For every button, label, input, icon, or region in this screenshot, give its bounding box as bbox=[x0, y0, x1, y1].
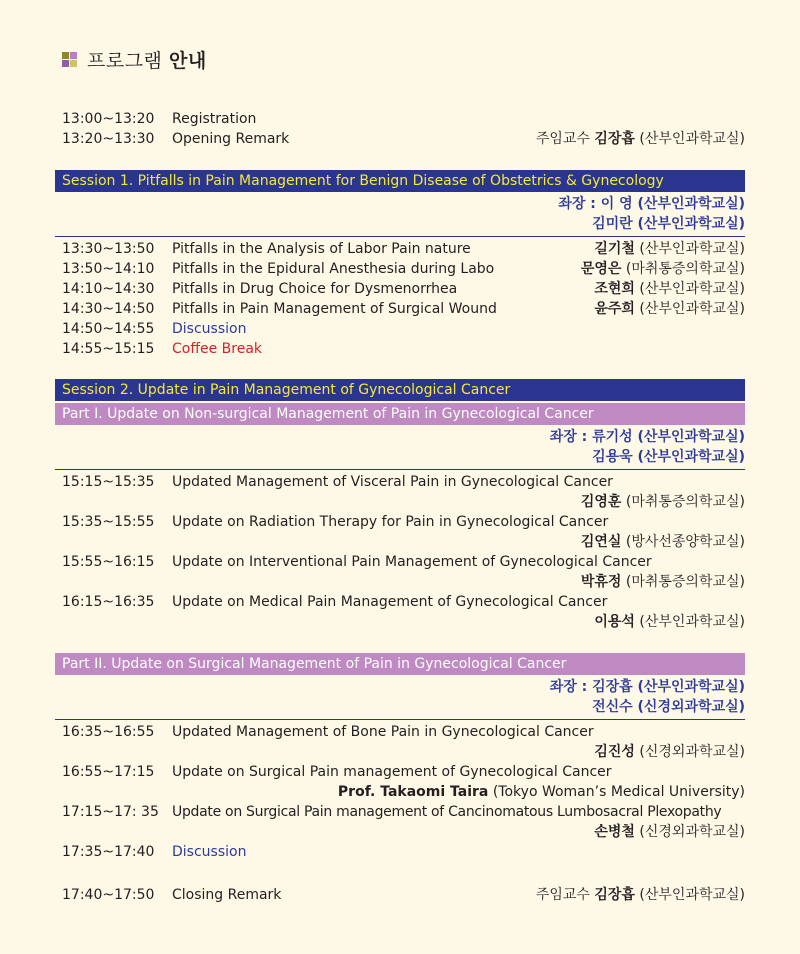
title: Closing Remark bbox=[172, 887, 282, 903]
discussion-row bbox=[55, 319, 745, 339]
discussion-label: Discussion bbox=[172, 321, 247, 337]
chair-line: 좌장 : 김장흡 (산부인과학교실) bbox=[549, 679, 745, 695]
chair-line: 좌장 : 이 영 (산부인과학교실) bbox=[558, 196, 745, 212]
time: 16:35~16:55 bbox=[62, 724, 155, 740]
session-title: Session 1. Pitfalls in Pain Management for Benign Disease of Obstetrics & Gynecology bbox=[55, 170, 745, 192]
chair-line: 김미란 (산부인과학교실) bbox=[592, 216, 745, 232]
speaker: 조현희 (산부인과학교실) bbox=[594, 281, 745, 297]
time: 13:00~13:20 bbox=[62, 111, 155, 127]
title: Pitfalls in Drug Choice for Dysmenorrhea bbox=[172, 281, 458, 297]
title: Update on Interventional Pain Management of Gynecological Cancer bbox=[172, 554, 652, 570]
divider bbox=[55, 719, 745, 720]
time: 17:15~17: 35 bbox=[62, 804, 159, 820]
title: Update on Surgical Pain management of Cancinomatous Lumbosacral Plexopathy bbox=[172, 804, 722, 820]
schedule-row bbox=[55, 279, 745, 299]
speaker: 손병철 (신경외과학교실) bbox=[594, 824, 745, 840]
schedule-row bbox=[55, 109, 745, 129]
time: 13:50~14:10 bbox=[62, 261, 155, 277]
program-header bbox=[62, 44, 207, 74]
talk-item bbox=[55, 472, 745, 512]
coffee-break-row bbox=[55, 339, 745, 359]
session-title: Session 2. Update in Pain Management of Gynecological Cancer bbox=[55, 379, 745, 401]
title: Updated Management of Bone Pain in Gynecological Cancer bbox=[172, 724, 594, 740]
speaker: 박휴정 (마취통증의학교실) bbox=[580, 574, 745, 590]
title: Update on Radiation Therapy for Pain in Gynecological Cancer bbox=[172, 514, 609, 530]
chair-line: 전신수 (신경외과학교실) bbox=[592, 699, 745, 715]
talk-item bbox=[55, 802, 745, 842]
talk-item bbox=[55, 722, 745, 762]
time: 17:35~17:40 bbox=[62, 844, 155, 860]
time: 14:30~14:50 bbox=[62, 301, 155, 317]
title: Update on Surgical Pain management of Gynecological Cancer bbox=[172, 764, 612, 780]
time: 16:55~17:15 bbox=[62, 764, 155, 780]
speaker: 문영은 (마취통증의학교실) bbox=[580, 261, 745, 277]
speaker: 주임교수 김장흡 (산부인과학교실) bbox=[535, 887, 745, 903]
title: Update on Medical Pain Management of Gynecological Cancer bbox=[172, 594, 608, 610]
speaker: 윤주희 (산부인과학교실) bbox=[594, 301, 745, 317]
title: Pitfalls in the Epidural Anesthesia during Labo bbox=[172, 261, 495, 277]
schedule-row bbox=[55, 129, 745, 149]
session-2-part-2 bbox=[55, 653, 745, 862]
speaker: 이용석 (산부인과학교실) bbox=[594, 614, 745, 630]
talk-item bbox=[55, 512, 745, 552]
talk-item bbox=[55, 762, 745, 802]
title: Pitfalls in Pain Management of Surgical Wound bbox=[172, 301, 497, 317]
session-1 bbox=[55, 170, 745, 359]
time: 13:30~13:50 bbox=[62, 241, 155, 257]
speaker: 김영훈 (마취통증의학교실) bbox=[580, 494, 745, 510]
time: 14:55~15:15 bbox=[62, 341, 155, 357]
title: Opening Remark bbox=[172, 131, 290, 147]
title: Registration bbox=[172, 111, 257, 127]
squares-logo-icon bbox=[62, 52, 77, 67]
schedule-row bbox=[55, 299, 745, 319]
discussion-row bbox=[55, 842, 745, 862]
time: 16:15~16:35 bbox=[62, 594, 155, 610]
speaker: 길기철 (산부인과학교실) bbox=[594, 241, 745, 257]
discussion-label: Discussion bbox=[172, 844, 247, 860]
page-title: 프로그램 안내 bbox=[87, 49, 207, 72]
schedule-row bbox=[55, 239, 745, 259]
speaker: Prof. Takaomi Taira (Tokyo Woman’s Medical University) bbox=[337, 784, 745, 800]
time: 14:50~14:55 bbox=[62, 321, 155, 337]
time: 14:10~14:30 bbox=[62, 281, 155, 297]
intro-block bbox=[55, 109, 745, 149]
time: 15:15~15:35 bbox=[62, 474, 155, 490]
divider bbox=[55, 469, 745, 470]
chair-line: 김용욱 (산부인과학교실) bbox=[592, 449, 745, 465]
part-title: Part I. Update on Non-surgical Management of Pain in Gynecological Cancer bbox=[55, 403, 745, 425]
title: Updated Management of Visceral Pain in Gynecological Cancer bbox=[172, 474, 613, 490]
time: 15:35~15:55 bbox=[62, 514, 155, 530]
part-title: Part II. Update on Surgical Management of Pain in Gynecological Cancer bbox=[55, 653, 745, 675]
coffee-break-label: Coffee Break bbox=[172, 341, 263, 357]
time: 17:40~17:50 bbox=[62, 887, 155, 903]
speaker: 김진성 (신경외과학교실) bbox=[594, 744, 745, 760]
schedule-row bbox=[55, 885, 745, 905]
chair-line: 좌장 : 류기성 (산부인과학교실) bbox=[549, 429, 745, 445]
divider bbox=[55, 236, 745, 237]
closing-block bbox=[55, 885, 745, 905]
time: 15:55~16:15 bbox=[62, 554, 155, 570]
session-2 bbox=[55, 379, 745, 632]
schedule-row bbox=[55, 259, 745, 279]
talk-item bbox=[55, 552, 745, 592]
time: 13:20~13:30 bbox=[62, 131, 155, 147]
talk-item bbox=[55, 592, 745, 632]
title: Pitfalls in the Analysis of Labor Pain nature bbox=[172, 241, 471, 257]
speaker: 김연실 (방사선종양학교실) bbox=[580, 534, 745, 550]
speaker: 주임교수 김장흡 (산부인과학교실) bbox=[535, 131, 745, 147]
